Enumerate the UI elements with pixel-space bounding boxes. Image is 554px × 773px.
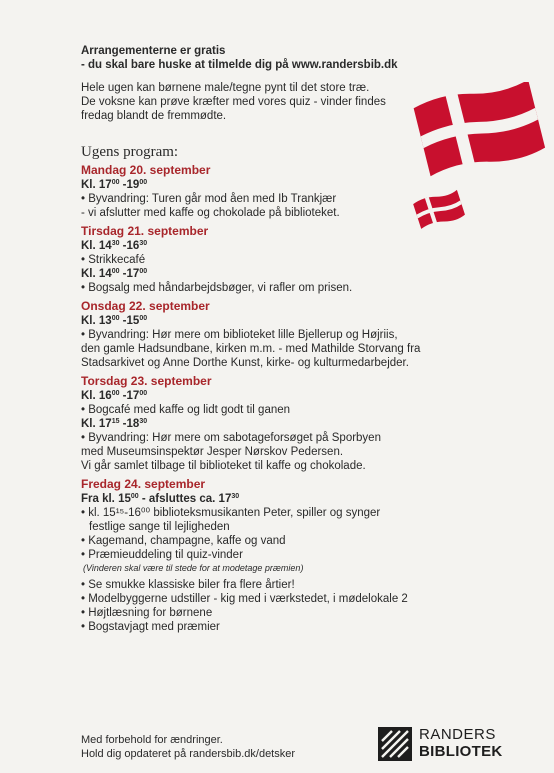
day-thursday (81, 374, 511, 473)
logo-text (419, 726, 503, 760)
day-title: Torsdag 23. september (81, 374, 212, 388)
time-slot: Kl. $17^{15}$ $-18^{30}$ (81, 418, 148, 430)
winner-note: (Vinderen skal være til stede for at modetage præmien) (83, 563, 304, 573)
event-line: Stadsarkivet og Anne Dorthe Kunst, kirke- og kulturmedarbejder. (81, 357, 409, 369)
day-title: Mandag 20. september (81, 163, 211, 177)
event-line: • Se smukke klassiske biler fra flere årtier! (81, 579, 295, 591)
time-slot: Kl. $16^{00}$ $-17^{00}$ (81, 390, 148, 402)
footer-update-link: Hold dig opdateret på randersbib.dk/detsker (81, 748, 296, 760)
register-line: - du skal bare huske at tilmelde dig på www.randersbib.dk (81, 59, 398, 71)
day-tuesday (81, 224, 511, 295)
event-line: Vi går samlet tilbage til biblioteket til kaffe og chokolade. (81, 460, 366, 472)
day-friday (81, 477, 511, 634)
desc-line: De voksne kan prøve kræfter med vores quiz - vinder findes (81, 96, 386, 108)
footer (81, 733, 295, 761)
time-slot: Kl. $13^{00}$ $-15^{00}$ (81, 315, 148, 327)
event-line: • Præmieuddeling til quiz-vinder (81, 549, 243, 561)
event-line: • Modelbyggerne udstiller - kig med i værkstedet, i mødelokale 2 (81, 593, 408, 605)
event-line: • Strikkecafé (81, 254, 146, 266)
event-line: • Bogcafé med kaffe og lidt godt til ganen (81, 404, 291, 416)
event-line: • Kagemand, champagne, kaffe og vand (81, 535, 286, 547)
time-slot: Fra kl. $15^{00}$ - afsluttes ca. $17^{30}$ (81, 493, 240, 505)
event-line: • Bogstavjagt med præmier (81, 621, 220, 633)
week-program (81, 144, 511, 634)
time-slot: Kl. $14^{00}$ $-17^{00}$ (81, 268, 148, 280)
event-line: • Byvandring: Hør mere om sabotageforsøget på Sporbyen (81, 432, 381, 444)
day-title: Onsdag 22. september (81, 299, 210, 313)
free-line: Arrangementerne er gratis (81, 45, 226, 57)
event-line: med Museumsinspektør Jesper Nørskov Pedersen. (81, 446, 344, 458)
randers-bibliotek-logo (378, 724, 538, 764)
day-wednesday (81, 299, 511, 370)
time-slot: Kl. $17^{00}$ $-19^{00}$ (81, 179, 148, 191)
day-title: Tirsdag 21. september (81, 224, 209, 238)
event-line: • Byvandring: Hør mere om biblioteket lille Bjellerup og Højriis, (81, 329, 398, 341)
event-line: • Byvandring: Turen går mod åen med Ib Trankjær (81, 193, 337, 205)
event-line: • Højtlæsning for børnene (81, 607, 213, 619)
library-logo-icon (378, 727, 412, 761)
logo-line-2: BIBLIOTEK (419, 743, 503, 760)
event-line: festlige sange til lejligheden (89, 521, 230, 533)
event-line: • Bogsalg med håndarbejdsbøger, vi rafler om prisen. (81, 282, 353, 294)
day-monday (81, 163, 511, 220)
desc-line: fredag blandt de fremmødte. (81, 110, 227, 122)
footer-disclaimer: Med forbehold for ændringer. (81, 734, 223, 746)
event-line: den gamle Hadsundbane, kirken m.m. - med Mathilde Storvang fra (81, 343, 421, 355)
event-line: • kl. 15¹⁵-16⁰⁰ biblioteksmusikanten Peter, spiller og synger (81, 507, 381, 519)
event-line: - vi afslutter med kaffe og chokolade på biblioteket. (81, 207, 340, 219)
logo-line-1: RANDERS (419, 726, 496, 743)
time-slot: Kl. $14^{30}$ $-16^{30}$ (81, 240, 148, 252)
program-title: Ugens program: (81, 144, 179, 160)
desc-line: Hele ugen kan børnene male/tegne pynt til det store træ. (81, 82, 370, 94)
day-title: Fredag 24. september (81, 477, 206, 491)
